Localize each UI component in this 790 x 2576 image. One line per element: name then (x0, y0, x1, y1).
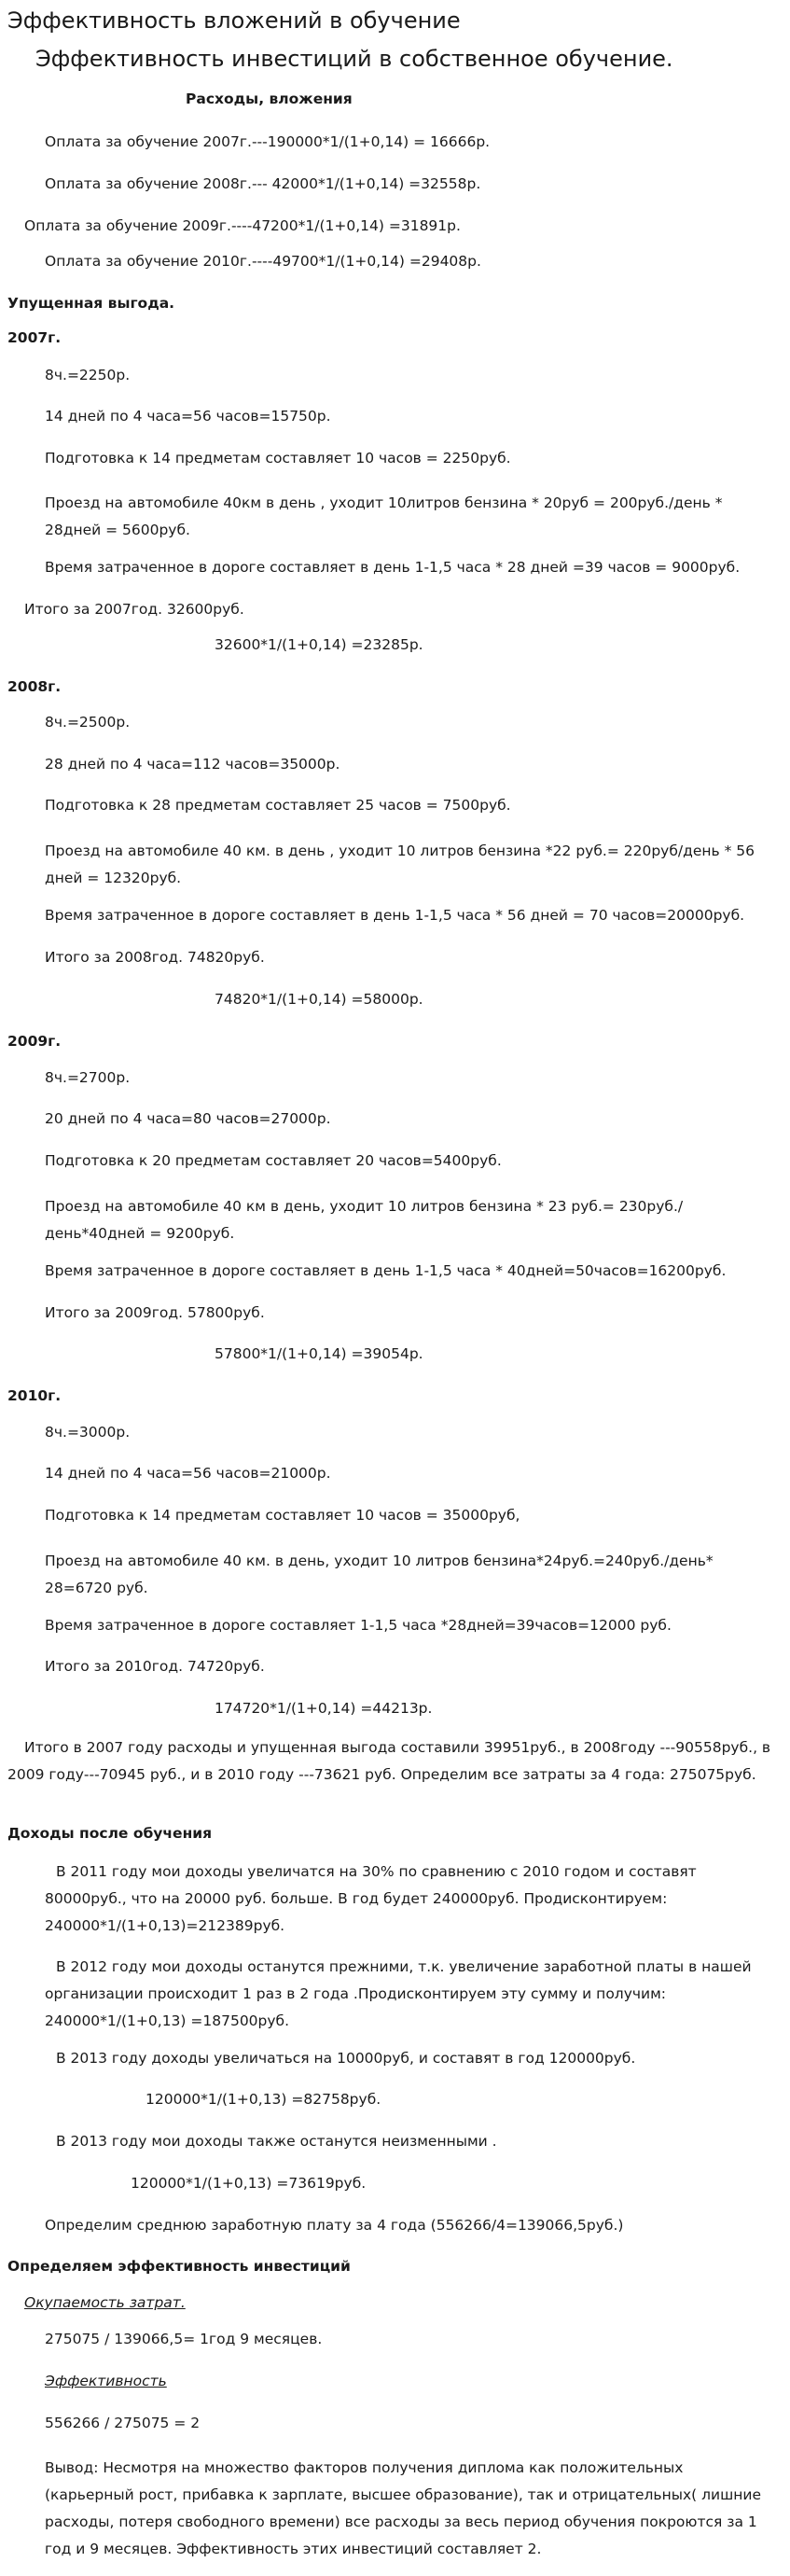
y2010-calc: 174720*1/(1+0,14) =44213р. (215, 1700, 433, 1717)
lost-heading: Упущенная выгода. (7, 295, 175, 312)
y2009-line-1: 8ч.=2700р. (45, 1069, 131, 1086)
y2007-line-4: Проезд на автомобиле 40км в день , уходит 10литров бензина * 20руб = 200руб./день * 28дней = 5600руб. (45, 494, 723, 538)
income-paragraph-2013: В 2013 году доходы увеличаться на 10000руб, и составят в год 120000руб. (56, 2050, 636, 2067)
cost-line-2010: Оплата за обучение 2010г.----49700*1/(1+0,14) =29408р. (45, 253, 481, 270)
y2009-line-3: Подготовка к 20 предметам составляет 20 часов=5400руб. (45, 1152, 502, 1169)
y2010-line-1: 8ч.=3000р. (45, 1424, 131, 1441)
cost-line-2007: Оплата за обучение 2007г.---190000*1/(1+0,14) = 16666р. (45, 133, 491, 150)
y2010-line-4: Проезд на автомобиле 40 км. в день, уходит 10 литров бензина*24руб.=240руб./день* 28=6720 руб. (45, 1553, 714, 1596)
y2010-total: Итого за 2010год. 74720руб. (45, 1658, 265, 1675)
income-heading: Доходы после обучения (7, 1825, 213, 1842)
y2008-line-3: Подготовка к 28 предметам составляет 25 часов = 7500руб. (45, 797, 511, 814)
y2008-calc: 74820*1/(1+0,14) =58000р. (215, 991, 423, 1008)
y2008-line-5: Время затраченное в дороге составляет в день 1-1,5 часа * 56 дней = 70 часов=20000руб. (45, 907, 745, 924)
y2007-total: Итого за 2007год. 32600руб. (24, 601, 244, 618)
average-salary: Определим среднюю заработную плату за 4 года (556266/4=139066,5руб.) (45, 2217, 624, 2234)
conclusion: Вывод: Несмотря на множество факторов получения диплома как положительных (карьерный рост, прибавка к зарплате, высшее образование), так и отрицательных( лишние расходы, потеря свободного времени) все расходы за весь период обучения покроются за 1 год и 9 месяцев. Эффективность этих инвестиций составляет 2. (45, 2459, 761, 2557)
year-2010-heading: 2010г. (7, 1387, 62, 1404)
effectiveness-label: Эффективность (45, 2373, 167, 2389)
y2009-line-2: 20 дней по 4 часа=80 часов=27000р. (45, 1110, 331, 1127)
y2008-line-2: 28 дней по 4 часа=112 часов=35000р. (45, 756, 340, 773)
cost-line-2008: Оплата за обучение 2008г.--- 42000*1/(1+0,14) =32558р. (45, 175, 481, 192)
cost-line-2009: Оплата за обучение 2009г.----47200*1/(1+0,14) =31891р. (24, 217, 461, 234)
document-title: Эффективность вложений в обучение (7, 7, 461, 34)
year-2007-heading: 2007г. (7, 329, 62, 346)
y2008-total: Итого за 2008год. 74820руб. (45, 949, 265, 966)
y2008-line-1: 8ч.=2500р. (45, 714, 131, 731)
y2009-line-5: Время затраченное в дороге составляет в день 1-1,5 часа * 40дней=50часов=16200руб. (45, 1262, 727, 1279)
y2009-line-4: Проезд на автомобиле 40 км в день, уходит 10 литров бензина * 23 руб.= 230руб./день*40дней = 9200руб. (45, 1198, 684, 1242)
year-2008-heading: 2008г. (7, 678, 62, 695)
income-calc-2013: 120000*1/(1+0,13) =82758руб. (146, 2091, 381, 2108)
effectiveness-calc: 556266 / 275075 = 2 (45, 2415, 201, 2431)
payback-label: Окупаемость затрат. (24, 2294, 186, 2311)
lost-summary: Итого в 2007 году расходы и упущенная выгода составили 39951руб., в 2008году ---90558руб., в 2009 году---70945 руб., и в 2010 году ---73621 руб. Определим все затраты за 4 года: 275075руб. (7, 1739, 771, 1783)
y2008-line-4: Проезд на автомобиле 40 км. в день , уходит 10 литров бензина *22 руб.= 220руб/день * 56 дней = 12320руб. (45, 842, 755, 886)
costs-heading: Расходы, вложения (186, 91, 353, 107)
income-paragraph-2012: В 2012 году мои доходы останутся прежними, т.к. увеличение заработной платы в нашей организации происходит 1 раз в 2 года .Продисконтируем эту сумму и получим: 240000*1/(1+0,13) =187500руб. (45, 1958, 752, 2029)
y2007-line-2: 14 дней по 4 часа=56 часов=15750р. (45, 408, 331, 425)
y2009-calc: 57800*1/(1+0,14) =39054р. (215, 1345, 423, 1362)
payback-calc: 275075 / 139066,5= 1год 9 месяцев. (45, 2331, 323, 2347)
document-subtitle: Эффективность инвестиций в собственное обучение. (35, 46, 673, 72)
y2010-line-5: Время затраченное в дороге составляет 1-1,5 часа *28дней=39часов=12000 руб. (45, 1617, 672, 1634)
y2010-line-3: Подготовка к 14 предметам составляет 10 часов = 35000руб, (45, 1507, 520, 1524)
income-paragraph-2011: В 2011 году мои доходы увеличатся на 30% по сравнению с 2010 годом и составят 80000руб., что на 20000 руб. больше. В год будет 240000руб. Продисконтируем: 240000*1/(1+0,13)=212389руб. (45, 1863, 697, 1934)
y2007-line-3: Подготовка к 14 предметам составляет 10 часов = 2250руб. (45, 450, 511, 466)
y2007-line-5: Время затраченное в дороге составляет в день 1-1,5 часа * 28 дней =39 часов = 9000руб. (45, 559, 741, 576)
effect-heading: Определяем эффективность инвестиций (7, 2258, 351, 2275)
y2010-line-2: 14 дней по 4 часа=56 часов=21000р. (45, 1465, 331, 1482)
year-2009-heading: 2009г. (7, 1033, 62, 1050)
income-calc-2013b: 120000*1/(1+0,13) =73619руб. (131, 2175, 367, 2192)
y2009-total: Итого за 2009год. 57800руб. (45, 1304, 265, 1321)
y2007-calc: 32600*1/(1+0,14) =23285р. (215, 636, 423, 653)
income-paragraph-2013b: В 2013 году мои доходы также останутся неизменными . (56, 2133, 497, 2150)
y2007-line-1: 8ч.=2250р. (45, 367, 131, 383)
